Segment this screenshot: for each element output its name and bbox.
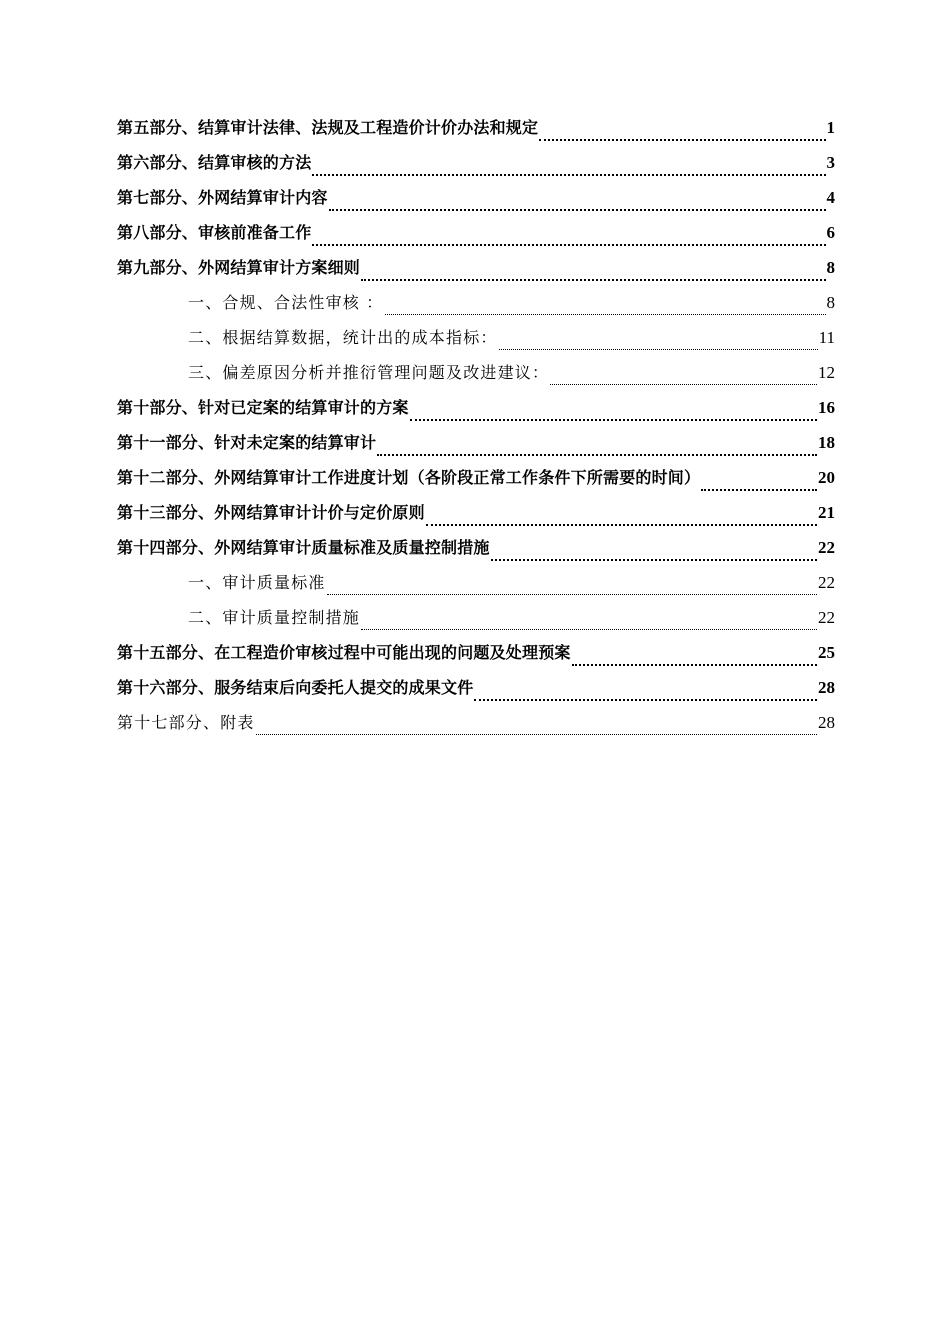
toc-entry-part-17[interactable] <box>117 705 835 740</box>
toc-dot-leader <box>312 230 825 246</box>
toc-dot-leader <box>572 650 817 666</box>
toc-entry-page: 21 <box>818 503 835 522</box>
toc-dot-leader <box>410 405 817 421</box>
toc-entry-page: 22 <box>818 573 835 592</box>
toc-entry-page: 8 <box>826 293 835 312</box>
toc-entry-title: 第十七部分、附表 <box>117 713 255 732</box>
toc-entry-title: 第十三部分、外网结算审计计价与定价原则 <box>117 503 425 522</box>
toc-entry-page: 22 <box>818 538 835 557</box>
toc-dot-leader <box>426 510 817 526</box>
toc-entry-part-14-sub-1[interactable] <box>117 565 835 600</box>
toc-entry-page: 20 <box>818 468 835 487</box>
toc-entry-title: 第十四部分、外网结算审计质量标准及质量控制措施 <box>117 538 490 557</box>
toc-dot-leader <box>539 125 825 141</box>
toc-entry-title: 第八部分、审核前准备工作 <box>117 223 312 242</box>
toc-entry-page: 28 <box>818 713 835 732</box>
toc-entry-part-9[interactable] <box>117 250 835 285</box>
toc-entry-part-14[interactable] <box>117 530 835 565</box>
toc-entry-page: 4 <box>826 188 835 207</box>
toc-entry-page: 28 <box>818 678 835 697</box>
toc-entry-title: 三、偏差原因分析并推衍管理问题及改进建议： <box>188 363 550 382</box>
toc-dot-leader <box>701 475 817 491</box>
toc-dot-leader <box>256 720 817 735</box>
toc-entry-part-9-sub-3[interactable] <box>117 355 835 390</box>
toc-entry-title: 二、审计质量控制措施 <box>188 608 361 627</box>
toc-entry-title: 一、审计质量标准 <box>188 573 326 592</box>
toc-entry-title: 第六部分、结算审核的方法 <box>117 153 312 172</box>
toc-entry-title: 一、合规、合法性审核 ： <box>188 293 384 312</box>
toc-dot-leader <box>377 440 817 456</box>
toc-entry-page: 3 <box>826 153 835 172</box>
toc-entry-title: 第十部分、针对已定案的结算审计的方案 <box>117 398 409 417</box>
toc-entry-part-9-sub-2[interactable] <box>117 320 835 355</box>
toc-entry-page: 1 <box>826 118 835 137</box>
toc-dot-leader <box>491 545 817 561</box>
toc-entry-part-9-sub-1[interactable] <box>117 285 835 320</box>
toc-dot-leader <box>361 615 817 630</box>
table-of-contents <box>117 110 835 740</box>
toc-entry-part-14-sub-2[interactable] <box>117 600 835 635</box>
toc-entry-part-12[interactable] <box>117 460 835 495</box>
toc-entry-title: 第十五部分、在工程造价审核过程中可能出现的问题及处理预案 <box>117 643 571 662</box>
toc-dot-leader <box>327 580 817 595</box>
toc-entry-page: 11 <box>818 328 835 347</box>
toc-entry-title: 第十二部分、外网结算审计工作进度计划（各阶段正常工作条件下所需要的时间） <box>117 468 701 487</box>
toc-entry-title: 第五部分、结算审计法律、法规及工程造价计价办法和规定 <box>117 118 539 137</box>
toc-dot-leader <box>474 685 817 701</box>
toc-entry-part-5[interactable] <box>117 110 835 145</box>
toc-entry-part-13[interactable] <box>117 495 835 530</box>
toc-entry-part-6[interactable] <box>117 145 835 180</box>
toc-entry-title: 二、根据结算数据，统计出的成本指标： <box>188 328 498 347</box>
toc-entry-page: 6 <box>826 223 835 242</box>
toc-entry-title: 第十一部分、针对未定案的结算审计 <box>117 433 377 452</box>
toc-dot-leader <box>361 265 825 281</box>
toc-entry-part-7[interactable] <box>117 180 835 215</box>
toc-entry-page: 12 <box>818 363 835 382</box>
toc-entry-page: 18 <box>818 433 835 452</box>
toc-entry-title: 第七部分、外网结算审计内容 <box>117 188 328 207</box>
toc-entry-part-16[interactable] <box>117 670 835 705</box>
toc-entry-page: 22 <box>818 608 835 627</box>
toc-dot-leader <box>550 370 817 385</box>
toc-entry-part-11[interactable] <box>117 425 835 460</box>
toc-entry-title: 第十六部分、服务结束后向委托人提交的成果文件 <box>117 678 474 697</box>
toc-entry-page: 8 <box>826 258 835 277</box>
toc-entry-part-15[interactable] <box>117 635 835 670</box>
toc-entry-part-8[interactable] <box>117 215 835 250</box>
toc-entry-title: 第九部分、外网结算审计方案细则 <box>117 258 361 277</box>
toc-dot-leader <box>385 300 826 315</box>
toc-dot-leader <box>329 195 826 211</box>
toc-entry-part-10[interactable] <box>117 390 835 425</box>
toc-dot-leader <box>499 335 818 350</box>
toc-dot-leader <box>312 160 825 176</box>
toc-entry-page: 25 <box>818 643 835 662</box>
toc-entry-page: 16 <box>818 398 835 417</box>
